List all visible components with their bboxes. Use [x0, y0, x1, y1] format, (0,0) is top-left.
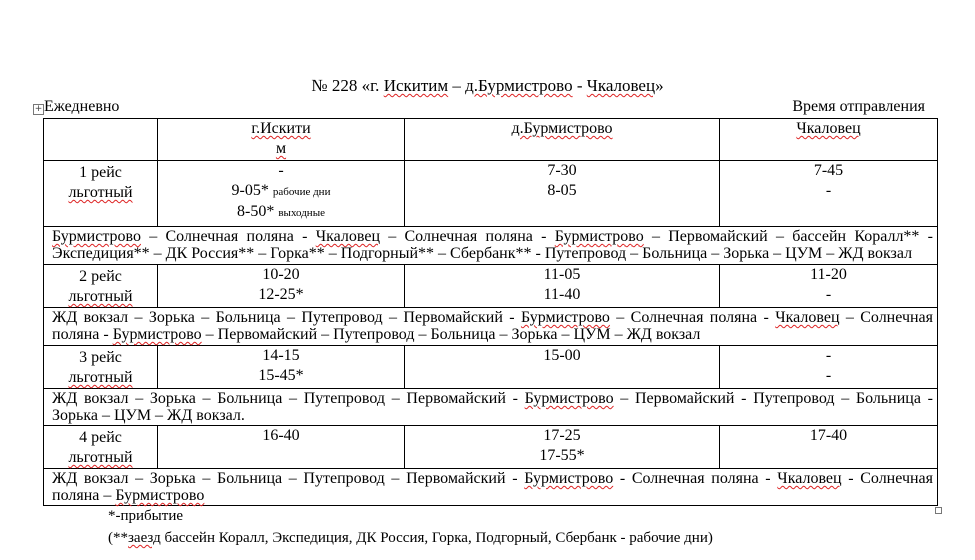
departure-time: 14-15 [262, 347, 300, 364]
iskitim-time-cell [158, 161, 405, 227]
route-segment: – Солнечная поляна - [609, 309, 776, 326]
route-segment: Бурмистрово [520, 309, 610, 326]
departure-time: 17-40 [809, 427, 848, 444]
departure-time: 7-30 [547, 162, 577, 179]
departure-time: 7-45 [813, 162, 844, 179]
route-segment: – Первомайский – бассейн Коралл** - Экспедиция** – ДК Россия** – Горка** – Подгорный** – Сбербанк** - Путепровод – Больница – Зорька – ЦУМ – ЖД вокзал [52, 228, 934, 262]
route-description [44, 308, 938, 346]
departure-time: 15-00 [543, 347, 581, 364]
departure-time: 16-40 [262, 427, 300, 444]
header-chkalovets: Чкаловец [720, 119, 938, 161]
trip-type: льготный [68, 184, 133, 201]
iskitim-time-line [158, 346, 404, 366]
departure-time: - [825, 347, 832, 364]
departure-time: 11-05 [543, 266, 581, 283]
route-segment: Бурмистрово [52, 228, 141, 245]
schedule-table [43, 118, 938, 506]
route-segment: Бурмистрово [112, 326, 202, 343]
route-segment: Бурмистрово [554, 228, 644, 245]
trip-type: льготный [68, 449, 133, 466]
departure-time: 17-25 [543, 427, 581, 444]
departure-time: 8-50* [237, 203, 275, 220]
route-segment: – Первомайский – Путепровод – Больница – Зорька – ЦУМ – ЖД вокзал [201, 326, 701, 343]
trip-number: 3 рейс [79, 349, 122, 366]
iskitim-time-line [158, 426, 404, 446]
route-segment: ЖД вокзал – Зорька – Больница – Путепровод – Первомайский - [52, 309, 521, 326]
daily-label: Ежедневно [44, 98, 120, 115]
iskitim-time-cell [158, 346, 405, 389]
departure-time: 10-20 [262, 266, 300, 283]
departure-time: - [278, 162, 284, 179]
trip-row [44, 265, 938, 308]
iskitim-time-cell [158, 265, 405, 308]
table-move-handle-icon[interactable]: + [34, 104, 43, 114]
trip-number: 2 рейс [79, 268, 122, 285]
chkalovets-time-cell [720, 346, 938, 389]
time-note: выходные [278, 207, 325, 219]
burmistrovo-time-cell [405, 265, 720, 308]
header-row [44, 119, 938, 161]
route-segment: Чкаловец [315, 228, 380, 245]
trip-label-cell [44, 265, 158, 308]
iskitim-time-line [158, 265, 404, 285]
trip-type: льготный [68, 288, 133, 305]
iskitim-time-line [158, 161, 404, 181]
route-segment: - Солнечная поляна - [613, 470, 778, 487]
burmistrovo-time-cell [405, 161, 720, 227]
route-segment: ЖД вокзал – Зорька – Больница – Путепровод – Первомайский - [52, 390, 525, 407]
burmistrovo-time-cell [405, 346, 720, 389]
route-segment: ЖД вокзал – Зорька – Больница – Путепровод – Первомайский - [52, 470, 525, 487]
departure-time: 8-05 [547, 182, 577, 199]
time-note: рабочие дни [272, 186, 331, 198]
arrival-note: *-прибытие [108, 508, 183, 524]
route-segment: – Первомайский - Путепровод – Больница - Зорька – ЦУМ – ЖД вокзал. [52, 390, 934, 424]
departure-time: 12-25* [258, 286, 304, 303]
route-segment: - Солнечная поляна – [52, 470, 934, 504]
route-segment: Чкаловец [775, 309, 840, 326]
route-segment: Чкаловец [777, 470, 842, 487]
iskitim-time-line [158, 366, 404, 386]
stops-note: (**заезд бассейн Коралл, Экспедиция, ДК Россия, Горка, Подгорный, Сбербанк - рабочие дни) [108, 530, 713, 546]
route-row [44, 469, 938, 506]
schedule-title: № 228 «г. Искитим – д.Бурмистрово - Чкаловец» [311, 76, 664, 95]
departure-time: 9-05* [231, 182, 269, 199]
trip-label-cell [44, 426, 158, 469]
route-segment: – Солнечная поляна - [380, 228, 555, 245]
route-row [44, 308, 938, 346]
chkalovets-time-cell [720, 426, 938, 469]
trip-row [44, 346, 938, 389]
route-row [44, 227, 938, 265]
departure-time: 17-55* [539, 447, 585, 464]
departure-time: - [825, 182, 832, 199]
route-description [44, 227, 938, 265]
departure-time: 11-20 [810, 266, 847, 283]
chkalovets-time-cell [720, 161, 938, 227]
burmistrovo-time-cell [405, 426, 720, 469]
route-segment: Бурмистрово [115, 487, 205, 504]
route-row [44, 389, 938, 426]
trip-number: 4 рейс [79, 429, 122, 446]
chkalovets-time-cell [720, 265, 938, 308]
iskitim-time-line [158, 202, 404, 223]
trip-label-cell [44, 161, 158, 227]
trip-row [44, 426, 938, 469]
departure-time: - [825, 286, 832, 303]
iskitim-time-line [158, 181, 404, 202]
route-description [44, 469, 938, 506]
trip-label-cell [44, 346, 158, 389]
table-resize-handle[interactable] [935, 507, 942, 514]
route-segment: – Солнечная поляна - [52, 309, 934, 343]
trip-number: 1 рейс [79, 164, 122, 181]
departure-time: 11-40 [543, 286, 581, 303]
route-segment: Бурмистрово [524, 390, 614, 407]
route-segment: Бурмистрово [524, 470, 614, 487]
departure-time: 15-45* [258, 367, 304, 384]
header-iskitim: г.Искити м [158, 119, 405, 161]
header-empty-cell [44, 119, 158, 161]
departure-time-label: Время отправления [792, 98, 925, 115]
departure-time: - [825, 367, 832, 384]
route-description [44, 389, 938, 426]
header-burmistrovo: д.Бурмистрово [405, 119, 720, 161]
trip-type: льготный [68, 369, 133, 386]
iskitim-time-line [158, 285, 404, 305]
iskitim-time-cell [158, 426, 405, 469]
trip-row [44, 161, 938, 227]
route-segment: – Солнечная поляна - [140, 228, 316, 245]
